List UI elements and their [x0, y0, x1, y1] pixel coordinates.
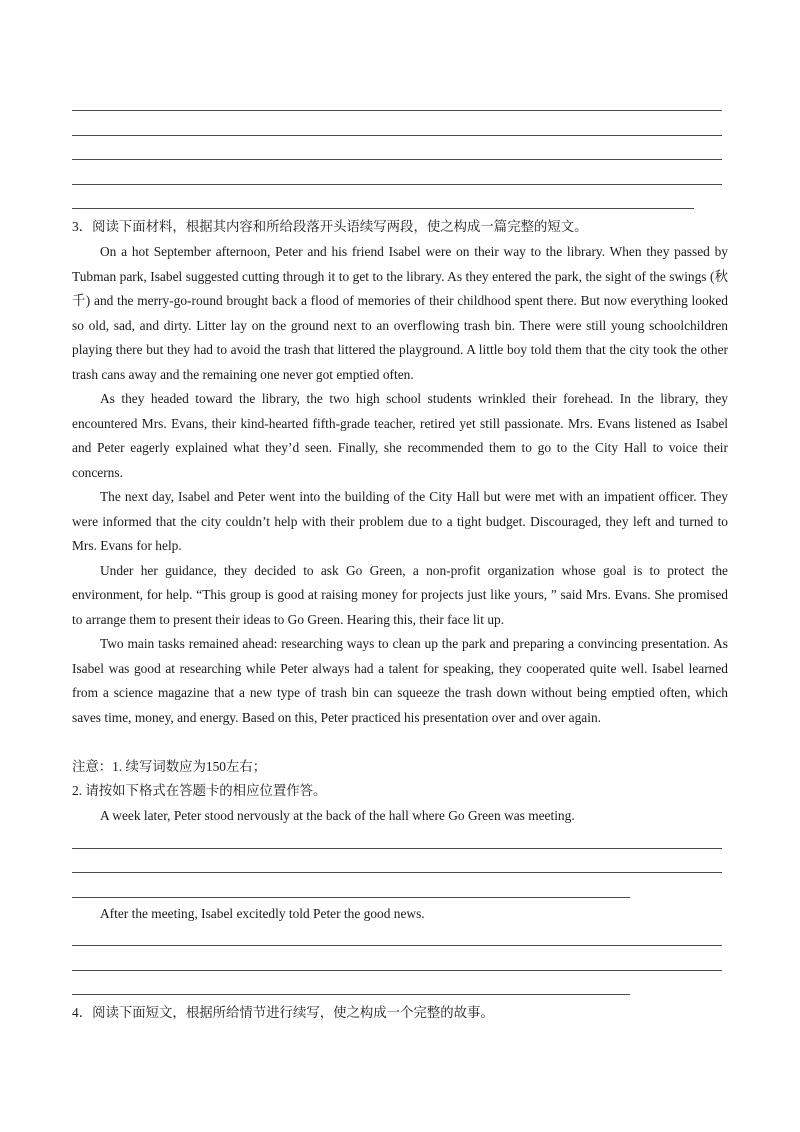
paragraph: Under her guidance, they decided to ask Go Green, a non-profit organization whose goal is to protect the environment, for help. “This group is good at raising money for projects just like yours, ” said Mrs. Evans. She promised to arrange them to present their ideas to Go Green. Hearing this, their face lit up.: [72, 562, 728, 627]
answer-line: [72, 208, 694, 209]
paragraph: Two main tasks remained ahead: researching ways to clean up the park and preparing a convincing presentation. As Isabel was good at researching while Peter always had a talent for speaking, they cooperated quite well. Isabel learned from a science magazine that a new type of trash bin can squeeze the trash down without being emptied often, which saves time, money, and energy. Based on this, Peter practiced his presentation over and over again.: [72, 636, 728, 725]
paragraph: On a hot September afternoon, Peter and his friend Isabel were on their way to the library. When they passed by Tubman park, Isabel suggested cutting through it to get to the library. As they entered the park, the sight of the swings (秋千) and the merry-go-round brought back a flood of memories of their childhood spent there. But now everything looked so old, sad, and dirty. Litter lay on the ground next to an overflowing trash bin. There were still young schoolchildren playing there but they had to avoid the trash that littered the playground. A little boy told them that the city took the other trash cans away and the remaining one never got emptied often.: [72, 244, 728, 382]
answer-line: [72, 159, 722, 160]
answer-line: [72, 184, 722, 185]
note-format: 2. 请按如下格式在答题卡的相应位置作答。: [72, 783, 327, 798]
paragraph-opening-2: After the meeting, Isabel excitedly told Peter the good news.: [100, 906, 425, 921]
paragraph: As they headed toward the library, the two high school students wrinkled their forehead. In the library, they encountered Mrs. Evans, their kind-hearted fifth-grade teacher, retired yet still passionate. Mrs. Evans listened as Isabel and Peter eagerly explained what they’d seen. Finally, she recommended them to go to the City Hall to voice their concerns.: [72, 391, 728, 480]
question-4-heading: 4．阅读下面短文，根据所给情节进行续写，使之构成一个完整的故事。: [72, 1005, 494, 1020]
answer-line: [72, 945, 722, 946]
answer-line: [72, 872, 722, 873]
answer-line: [72, 897, 630, 898]
passage: [72, 240, 728, 730]
paragraph: The next day, Isabel and Peter went into the building of the City Hall but were met with an impatient officer. They were informed that the city couldn’t help with their problem due to a tight budget. Discouraged, they left and turned to Mrs. Evans for help.: [72, 489, 728, 553]
answer-line: [72, 970, 722, 971]
answer-line: [72, 994, 630, 995]
answer-line: [72, 848, 722, 849]
answer-line: [72, 110, 722, 111]
answer-line: [72, 135, 722, 136]
note-word-count: 注意：1. 续写词数应为150左右；: [72, 759, 267, 774]
question-3-heading: 3．阅读下面材料，根据其内容和所给段落开头语续写两段，使之构成一篇完整的短文。: [72, 219, 588, 234]
paragraph-opening-1: A week later, Peter stood nervously at the back of the hall where Go Green was meeting.: [100, 808, 575, 823]
